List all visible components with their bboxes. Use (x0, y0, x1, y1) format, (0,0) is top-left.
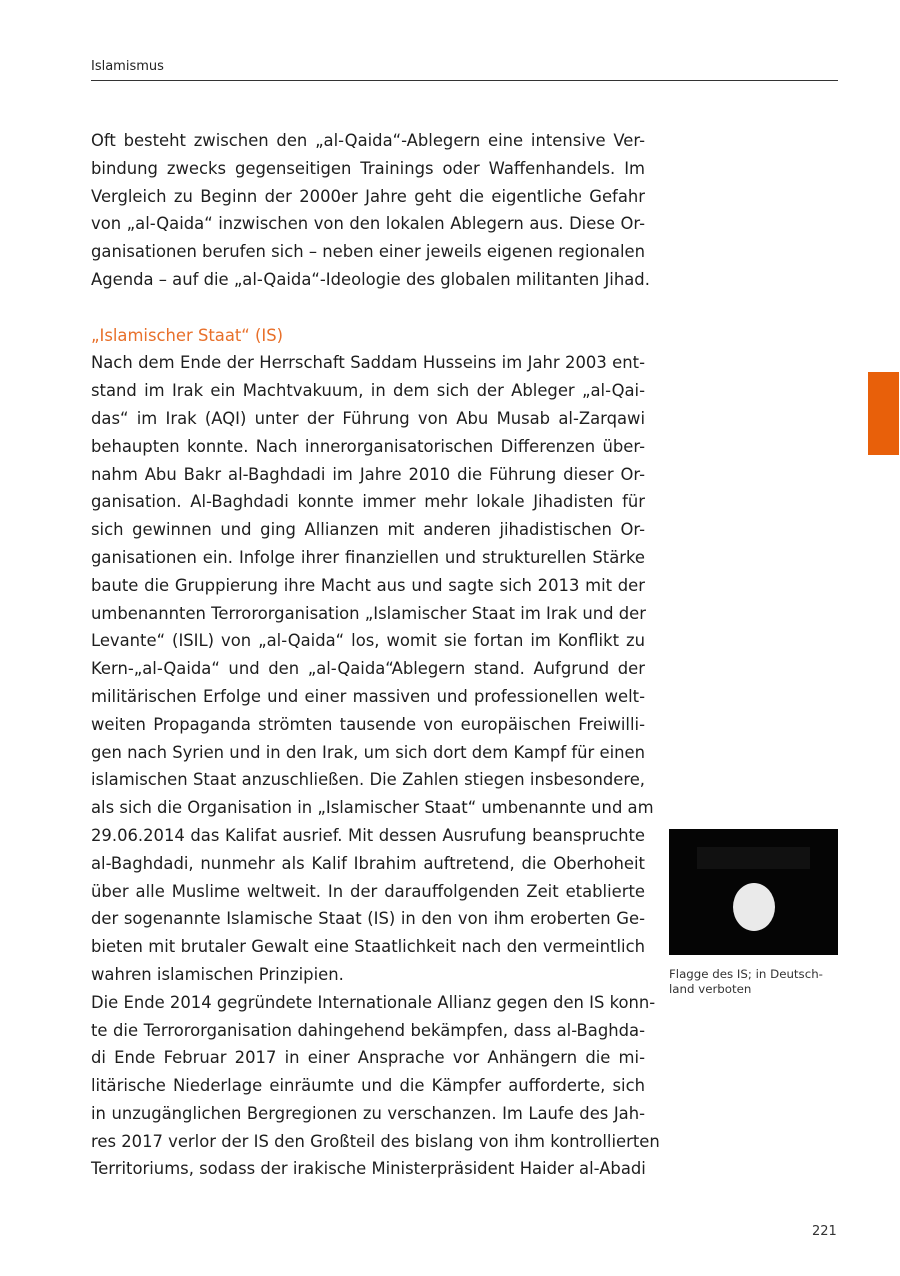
flag-image (669, 829, 838, 955)
text-line: von „al-Qaida“ inzwischen von den lokalen Ablegern aus. Diese Or- (91, 214, 645, 234)
flag-image-placeholder (733, 883, 775, 931)
figure (669, 829, 838, 997)
text-line: ganisationen berufen sich – neben einer jeweils eigenen regionalen (91, 242, 645, 262)
section-paragraph-1 (91, 349, 654, 988)
section-heading: „Islamischer Staat“ (IS) (91, 325, 284, 345)
text-line: ganisation. Al-Baghdadi konnte immer mehr lokale Jihadisten für (91, 492, 645, 512)
text-line: Levante“ (ISIL) von „al-Qaida“ los, womit sie fortan im Konflikt zu (91, 631, 645, 651)
text-line: baute die Gruppierung ihre Macht aus und sagte sich 2013 mit der (91, 575, 645, 595)
text-line: al-Baghdadi, nunmehr als Kalif Ibrahim auftretend, die Oberhoheit (91, 853, 645, 873)
text-line: über alle Muslime weltweit. In der darauffolgenden Zeit etablierte (91, 881, 645, 901)
text-line: ganisationen ein. Infolge ihrer finanziellen und strukturellen Stärke (91, 547, 645, 567)
text-line: Kern-„al-Qaida“ und den „al-Qaida“Ablegern stand. Aufgrund der (91, 659, 645, 679)
text-line: behaupten konnte. Nach innerorganisatorischen Differenzen über- (91, 436, 645, 456)
header-divider (91, 80, 838, 81)
text-line: bindung zwecks gegenseitigen Trainings oder Waffenhandels. Im (91, 158, 645, 178)
text-line: wahren islamischen Prinzipien. (91, 964, 344, 984)
page-number: 221 (812, 1224, 837, 1239)
chapter-marker-tab (868, 372, 899, 455)
body-text (91, 127, 660, 1183)
paragraph-spacer (91, 294, 645, 322)
intro-paragraph (91, 127, 650, 294)
text-line: weiten Propaganda strömten tausende von europäischen Freiwilli- (91, 714, 645, 734)
text-line: Agenda – auf die „al-Qaida“-Ideologie des globalen militanten Jihad. (91, 269, 650, 289)
text-line: 29.06.2014 das Kalifat ausrief. Mit dessen Ausrufung beanspruchte (91, 825, 645, 845)
text-line: Territoriums, sodass der irakische Ministerpräsident Haider al-Abadi (91, 1159, 646, 1179)
text-line: di Ende Februar 2017 in einer Ansprache vor Anhängern die mi- (91, 1048, 645, 1068)
text-line: als sich die Organisation in „Islamischer Staat“ umbenannte und am (91, 798, 654, 818)
text-line: res 2017 verlor der IS den Großteil des bislang von ihm kontrollierten (91, 1131, 660, 1151)
text-line: Vergleich zu Beginn der 2000er Jahre geht die eigentliche Gefahr (91, 186, 645, 206)
text-line: Oft besteht zwischen den „al-Qaida“-Ablegern eine intensive Ver- (91, 131, 645, 150)
caption-line: land verboten (669, 982, 752, 996)
text-line: islamischen Staat anzuschließen. Die Zahlen stiegen insbesondere, (91, 770, 645, 790)
text-line: litärische Niederlage einräumte und die Kämpfer aufforderte, sich (91, 1076, 645, 1096)
text-line: militärischen Erfolge und einer massiven und professionellen welt- (91, 686, 645, 706)
caption-line: Flagge des IS; in Deutsch- (669, 967, 823, 981)
text-line: in unzugänglichen Bergregionen zu verschanzen. Im Laufe des Jah- (91, 1103, 645, 1123)
text-line: Nach dem Ende der Herrschaft Saddam Husseins im Jahr 2003 ent- (91, 353, 645, 373)
flag-image-placeholder (697, 847, 810, 869)
section-paragraph-2 (91, 989, 660, 1184)
text-line: bieten mit brutaler Gewalt eine Staatlichkeit nach den vermeintlich (91, 937, 645, 957)
text-line: Die Ende 2014 gegründete Internationale Allianz gegen den IS konn- (91, 992, 656, 1012)
text-line: gen nach Syrien und in den Irak, um sich dort dem Kampf für einen (91, 742, 645, 762)
text-line: sich gewinnen und ging Allianzen mit anderen jihadistischen Or- (91, 520, 645, 540)
running-header: Islamismus (91, 59, 164, 74)
text-line: das“ im Irak (AQI) unter der Führung von Abu Musab al-Zarqawi (91, 408, 645, 428)
text-line: der sogenannte Islamische Staat (IS) in den von ihm eroberten Ge- (91, 909, 645, 929)
text-line: nahm Abu Bakr al-Baghdadi im Jahre 2010 die Führung dieser Or- (91, 464, 645, 484)
text-line: umbenannten Terrororganisation „Islamischer Staat im Irak und der (91, 603, 646, 623)
text-line: te die Terrororganisation dahingehend bekämpfen, dass al-Baghda- (91, 1020, 645, 1040)
figure-caption (669, 967, 838, 997)
text-line: stand im Irak ein Machtvakuum, in dem sich der Ableger „al-Qai- (91, 381, 645, 401)
